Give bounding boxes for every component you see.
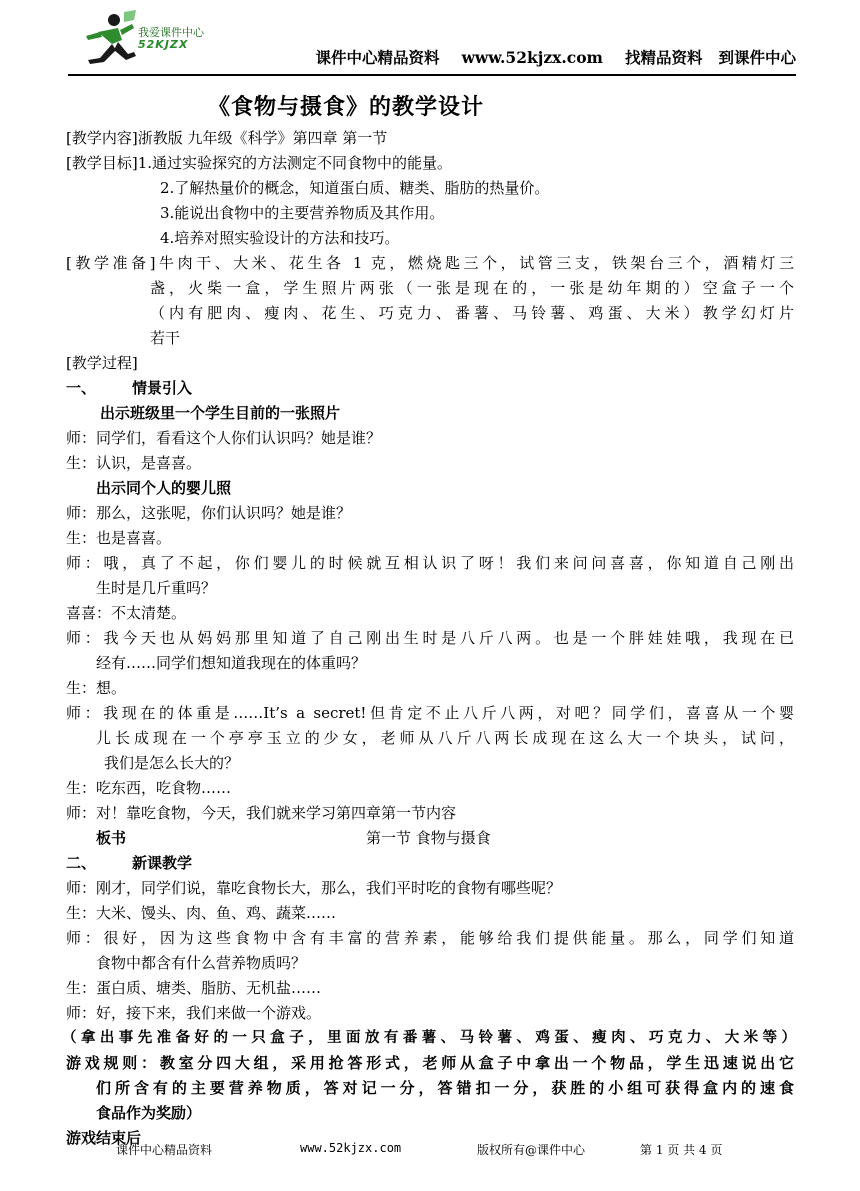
stage-note-2: 出示同个人的婴儿照 [96,479,232,497]
teaching-goal-3: 3.能说出食物中的主要营养物质及其作用。 [160,204,445,222]
header-left-text: 课件中心精品资料 [315,49,440,67]
prep-line-3: （内有肥肉、瘦肉、花生、巧克力、番薯、马铃薯、鸡蛋、大米）教学幻灯片 [150,304,794,322]
dialogue-line: 师：我今天也从妈妈那里知道了自己刚出生时是八斤八两。也是一个胖娃娃哦，我现在已 [66,629,794,647]
header-url[interactable]: www.52kjzx.com [461,48,603,67]
header-right-text-1: 找精品资料 [624,49,703,67]
game-end-note: 游戏结束后 [66,1129,142,1147]
dialogue-line: 喜喜：不太清楚。 [66,604,187,622]
teaching-goal-1: [教学目标]1.通过实验探究的方法测定不同食物中的能量。 [66,154,453,172]
dialogue-line-cont: 食物中都含有什么营养物质吗？ [96,954,307,972]
stage-note-3: （拿出事先准备好的一只盒子，里面放有番薯、马铃薯、鸡蛋、瘦肉、巧克力、大米等） [62,1030,796,1046]
game-rules-1: 游戏规则：教室分四大组，采用抢答形式，老师从盒子中拿出一个物品，学生迅速说出它 [66,1054,794,1072]
dialogue-line: 生：想。 [66,679,127,697]
dialogue-line-cont: 儿长成现在一个亭亭玉立的少女，老师从八斤八两长成现在这么大一个块头，试问， [96,729,794,747]
dialogue-line: 生：大米、馒头、肉、鱼、鸡、蔬菜…… [66,904,337,922]
dialogue-line: 生：认识，是喜喜。 [66,454,202,472]
page-header [68,10,796,78]
logo [78,10,208,76]
dialogue-line: 生：吃东西，吃食物…… [66,779,232,797]
dialogue-line: 师：哦，真了不起，你们婴儿的时候就互相认识了呀！我们来问问喜喜，你知道自己刚出 [66,554,794,572]
prep-line-2: 盏，火柴一盒，学生照片两张（一张是现在的，一张是幼年期的）空盒子一个 [150,279,794,297]
dialogue-line: 生：也是喜喜。 [66,529,172,547]
dialogue-line: 生：蛋白质、塘类、脂肪、无机盐…… [66,979,322,997]
prep-line-4: 若干 [150,329,181,347]
prep-line-1: [教学准备]牛肉干、大米、花生各 1 克，燃烧匙三个，试管三支，铁架台三个，酒精灯三 [66,254,794,272]
section-2-number: 二、 [66,854,97,872]
dialogue-line: 师：我现在的体重是……It’s a secret!但肯定不止八斤八两，对吧？同学们，喜喜从一个婴 [66,704,794,722]
header-right-text-2: 到课件中心 [718,49,796,67]
footer-left-text: 课件中心精品资料 [116,1143,213,1157]
dialogue-line: 师：很好，因为这些食物中含有丰富的营养素，能够给我们提供能量。那么，同学们知道 [66,929,794,947]
footer-copyright: 版权所有@课件中心 [477,1143,586,1157]
section-1-heading: 情景引入 [132,379,193,397]
footer-page-number: 第 1 页 共 4 页 [640,1143,723,1157]
dialogue-line-cont: 生时是几斤重吗？ [96,579,217,597]
dialogue-line-cont: 经有……同学们想知道我现在的体重吗？ [96,654,367,672]
document-title: 《食物与摄食》的教学设计 [207,95,484,120]
section-1-number: 一、 [66,379,97,397]
process-heading: [教学过程] [66,354,138,372]
board-label: 板书 [96,829,127,847]
runner-logo-icon [78,10,138,76]
footer-url[interactable]: www.52kjzx.com [300,1141,402,1155]
game-rules-2: 们所含有的主要营养物质，答对记一分，答错扣一分，获胜的小组可获得盒内的速食 [96,1079,794,1097]
teaching-goal-4: 4.培养对照实验设计的方法和技巧。 [160,229,400,247]
stage-note-1: 出示班级里一个学生目前的一张照片 [100,404,341,422]
teaching-goal-2: 2.了解热量价的概念，知道蛋白质、糖类、脂肪的热量价。 [160,179,550,197]
game-rules-3: 食品作为奖励） [96,1104,202,1122]
dialogue-line: 师：刚才，同学们说，靠吃食物长大，那么，我们平时吃的食物有哪些呢？ [66,879,562,897]
dialogue-line: 师：对！靠吃食物，今天，我们就来学习第四章第一节内容 [66,804,457,822]
logo-text: 我爱课件中心 [138,26,204,39]
dialogue-line-cont: 我们是怎么长大的？ [104,754,240,772]
dialogue-line: 师：那么，这张呢，你们认识吗？她是谁？ [66,504,352,522]
header-slogan [316,46,796,68]
dialogue-line: 师：同学们，看看这个人你们认识吗？她是谁？ [66,429,382,447]
teaching-content: [教学内容]浙教版 九年级《科学》第四章 第一节 [66,129,388,147]
header-divider [68,74,796,76]
section-2-heading: 新课教学 [132,854,193,872]
dialogue-line: 师：好，接下来，我们来做一个游戏。 [66,1004,322,1022]
board-content: 第一节 食物与摄食 [366,829,491,847]
logo-subtext: 52KJZX [138,38,189,51]
